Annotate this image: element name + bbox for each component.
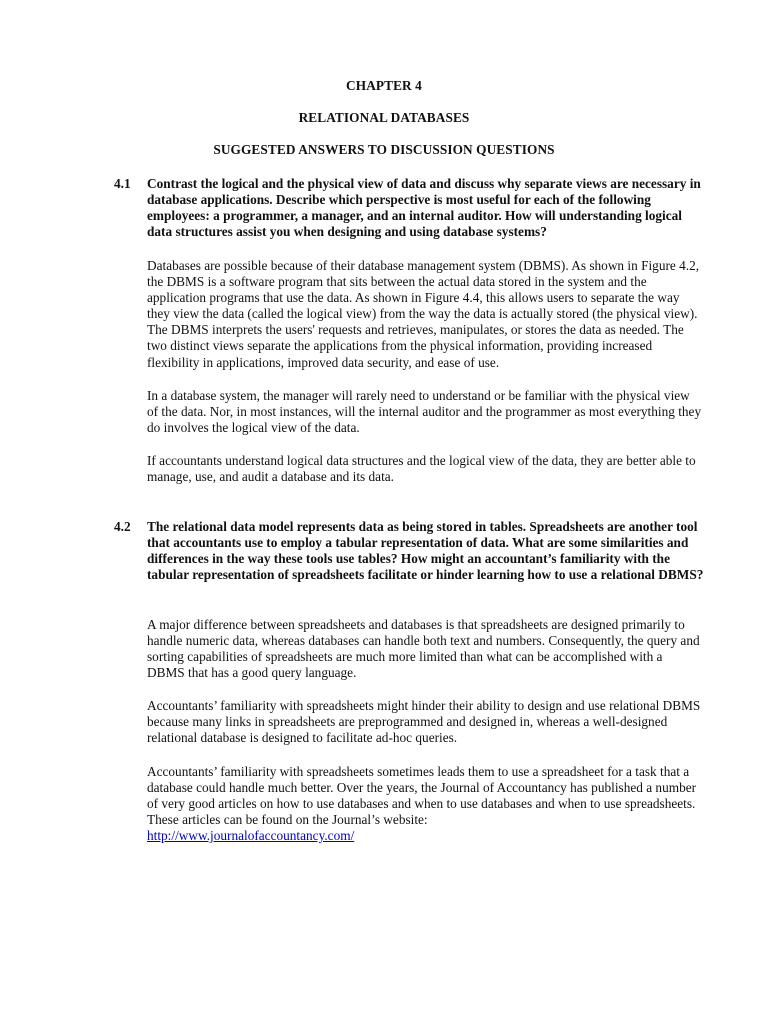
section-subtitle: SUGGESTED ANSWERS TO DISCUSSION QUESTIONS (213, 142, 555, 157)
question-number: 4.2 (114, 519, 131, 534)
answer-paragraph (147, 764, 703, 844)
question-text: Contrast the logical and the physical view of data and discuss why separate views are necessary in database applications. Describe which perspective is most useful for each of the following employees: a programmer, a manager, and an internal auditor. How will understanding logical data structures assist you when designing and using database systems? (147, 176, 701, 240)
answer-text: If accountants understand logical data structures and the logical view of the data, they are better able to manage, use, and audit a database and its data. (147, 453, 696, 485)
question-number: 4.1 (114, 176, 131, 191)
answer-paragraph (147, 617, 703, 681)
answer-paragraph (147, 453, 703, 485)
question-text: The relational data model represents data as being stored in tables. Spreadsheets are another tool that accountants use to employ a tabular representation of data. What are some similarities and differences in the way these tools use tables? How might an accountant’s familiarity with the tabular representation of spreadsheets facilitate or hinder learning how to use a relational DBMS? (147, 519, 704, 583)
answer-text: Accountants’ familiarity with spreadsheets sometimes leads them to use a spreadsheet for a task that a database could handle much better. Over the years, the Journal of Accountancy has published a number of very good articles on how to use databases and when to use databases and when to use spreadsheets. These articles can be found on the Journal’s website: (147, 764, 697, 828)
journal-website-link[interactable]: http://www.journalofaccountancy.com/ (147, 828, 355, 844)
answer-text: Accountants’ familiarity with spreadsheets might hinder their ability to design and use relational DBMS because many links in spreadsheets are preprogrammed and designed in, whereas a well-designed relational database is designed to facilitate ad-hoc queries. (147, 698, 701, 746)
answer-paragraph (147, 698, 703, 746)
chapter-heading: CHAPTER 4 (346, 78, 422, 93)
chapter-title: RELATIONAL DATABASES (298, 110, 470, 125)
answer-paragraph (147, 388, 703, 436)
answer-text: Databases are possible because of their database management system (DBMS). As shown in Figure 4.2, the DBMS is a software program that sits between the actual data stored in the system and the application programs that use the data. As shown in Figure 4.4, this allows users to separate the way they view the data (called the logical view) from the way the data is actually stored (the physical view). The DBMS interprets the users' requests and retrieves, manipulates, or stores the data as needed. The two distinct views separate the applications from the physical information, providing increased flexibility in applications, improved data security, and ease of use. (147, 258, 700, 370)
answer-paragraph (147, 258, 703, 371)
answer-text: In a database system, the manager will rarely need to understand or be familiar with the physical view of the data. Nor, in most instances, will the internal auditor and the programmer as most everything they do involves the logical view of the data. (147, 388, 702, 436)
answer-text: A major difference between spreadsheets and databases is that spreadsheets are designed primarily to handle numeric data, whereas databases can handle both text and numbers. Consequently, the query and sorting capabilities of spreadsheets are much more limited than what can be accomplished with a DBMS that has a good query language. (147, 617, 700, 681)
